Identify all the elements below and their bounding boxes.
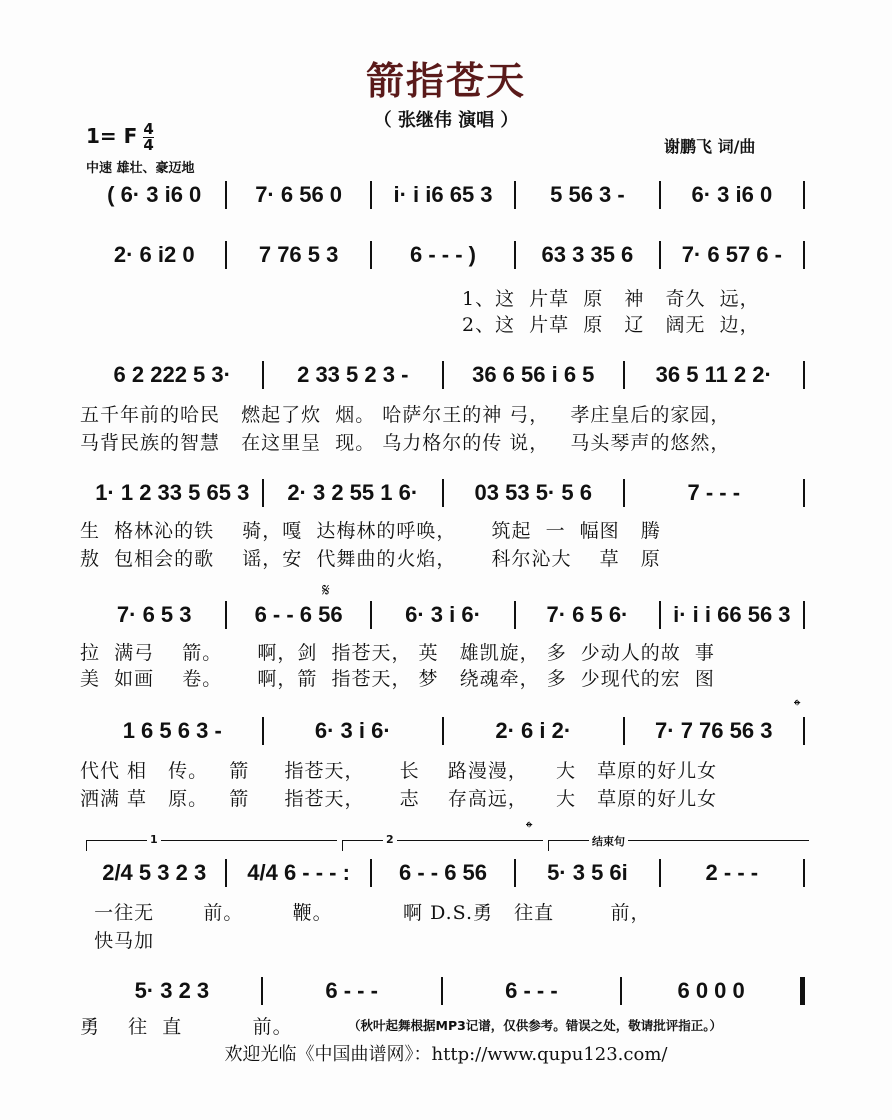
barline (659, 181, 661, 209)
key-signature (86, 122, 154, 153)
barline (623, 479, 625, 507)
barline (514, 181, 516, 209)
composer-credit: 谢鹏飞 词/曲 (664, 137, 756, 156)
tempo-marking: 中速 雄壮、豪迈地 (86, 161, 195, 176)
barline (370, 241, 372, 269)
barline (803, 859, 805, 887)
barline (261, 977, 263, 1005)
measure: 7 76 5 3 (258, 242, 339, 267)
barline (514, 859, 516, 887)
barline (803, 361, 805, 389)
ending-phrase-label: 结束句 (589, 833, 628, 849)
lyric-line: 美 如画 卷。 啊，箭 指苍天， 梦 绕魂牵， 多 少现代的宏 图 (80, 668, 715, 690)
measure: 6 - - 6 56 (254, 602, 343, 627)
measure: 7· 7 76 56 3 (655, 718, 773, 743)
measure: 2 - - - (705, 860, 759, 885)
lyric-line: 一往无 前。 鞭。 啊 D.S.勇 往直 前， (80, 902, 651, 924)
measure: 7· 6 5 6· (546, 602, 629, 627)
lyric-line: 拉 满弓 箭。 啊，剑 指苍天， 英 雄凯旋， 多 少动人的故 事 (80, 642, 715, 664)
barline (514, 241, 516, 269)
barline (370, 859, 372, 887)
measure: 1· 1 2 33 5 65 3 (95, 480, 250, 505)
barline (262, 479, 264, 507)
measure: 6 2 222 5 3· (113, 362, 231, 387)
lyric-line: 快马加 (80, 930, 155, 952)
barline (803, 601, 805, 629)
barline (441, 977, 443, 1005)
time-sig-numerator: 4 (143, 120, 154, 138)
measure: 36 6 56 i 6 5 (472, 362, 595, 387)
notation-row (86, 716, 808, 746)
measure: 6· 3 i6 0 (691, 182, 773, 207)
volta-brackets (86, 818, 808, 854)
measure: ( 6· 3 i6 0 (107, 182, 202, 207)
measure: 5· 3 5 6i (547, 860, 628, 885)
measure: 5· 3 2 3 (134, 978, 210, 1003)
measure: 6· 3 i 6· (405, 602, 481, 627)
measure: 2· 3 2 55 1 6· (287, 480, 419, 505)
barline (370, 181, 372, 209)
barline (659, 241, 661, 269)
measure: 7· 6 5 3 (116, 602, 192, 627)
notation-row (86, 180, 808, 210)
second-ending (342, 833, 543, 851)
measure: 6· 3 i 6· (314, 718, 391, 743)
coda-icon: 𝄌 (526, 818, 533, 839)
barline (262, 361, 264, 389)
lyric-line: 敖 包相会的歌 谣，安 代舞曲的火焰， 科尔沁大 草 原 (80, 548, 661, 570)
barline (803, 181, 805, 209)
coda-icon: 𝄌 (794, 696, 801, 717)
segno-icon: 𝄋 (322, 580, 330, 601)
lyric-line: 代代 相 传。 箭 指苍天， 长 路漫漫， 大 草原的好儿女 (80, 760, 718, 782)
barline (620, 977, 622, 1005)
notation-row (86, 360, 808, 390)
measure: 4/4 6 - - - : (247, 860, 350, 885)
measure: i· i i 66 56 3 (673, 602, 791, 627)
measure: 6 - - - (325, 978, 378, 1003)
barline (225, 241, 227, 269)
barline (659, 859, 661, 887)
barline (442, 479, 444, 507)
barline (225, 601, 227, 629)
barline (442, 717, 444, 745)
notation-row (86, 858, 808, 888)
measure: 2· 6 i 2· (495, 718, 572, 743)
singer-credit: （ 张继伟 演唱 ） (373, 110, 519, 131)
notation-row (86, 478, 808, 508)
barline (442, 361, 444, 389)
barline (659, 601, 661, 629)
measure: 7 - - - (687, 480, 741, 505)
measure: 2· 6 i2 0 (113, 242, 195, 267)
barline (623, 361, 625, 389)
transcriber-note: （秋叶起舞根据MP3记谱，仅供参考。错误之处，敬请批评指正。） (348, 1018, 723, 1033)
first-ending-label: 1 (147, 833, 161, 846)
measure: 2/4 5 3 2 3 (102, 860, 207, 885)
time-signature (143, 122, 153, 153)
measure: 2 33 5 2 3 - (297, 362, 409, 387)
notation-row (86, 976, 808, 1006)
lyric-line: 马背民族的智慧 在这里呈 现。 乌力格尔的传 说， 马头琴声的悠然， (80, 432, 731, 454)
measure: 03 53 5· 5 6 (474, 480, 592, 505)
lyric-line: 生 格林沁的铁 骑，嘎 达梅林的呼唤， 筑起 一 幅图 腾 (80, 520, 661, 542)
notation-row (86, 600, 808, 630)
barline (803, 717, 805, 745)
lyric-line: 洒满 草 原。 箭 指苍天， 志 存高远， 大 草原的好儿女 (80, 788, 718, 810)
second-ending-label: 2 (383, 833, 397, 846)
notation-row (86, 240, 808, 270)
barline (514, 601, 516, 629)
time-sig-denominator: 4 (143, 136, 154, 154)
final-barline (800, 977, 805, 1005)
key-label: 1= F (86, 124, 138, 148)
lyric-line: 五千年前的哈民 燃起了炊 烟。 哈萨尔王的神 弓， 孝庄皇后的家园， (80, 404, 731, 426)
barline (623, 717, 625, 745)
measure: 6 - - - (505, 978, 558, 1003)
measure: i· i i6 65 3 (393, 182, 493, 207)
measure: 36 5 11 2 2· (655, 362, 772, 387)
measure: 6 - - 6 56 (398, 860, 488, 885)
barline (262, 717, 264, 745)
barline (803, 241, 805, 269)
measure: 7· 6 57 6 - (681, 242, 782, 267)
lyric-line: 2、这 片草 原 辽 阔无 边， (462, 314, 760, 336)
measure: 6 0 0 0 (677, 978, 745, 1003)
ending-phrase-bracket (548, 835, 809, 851)
measure: 63 3 35 6 (541, 242, 634, 267)
first-ending (86, 833, 337, 851)
measure: 1 6 5 6 3 - (122, 718, 222, 743)
barline (370, 601, 372, 629)
measure: 5 56 3 - (550, 182, 625, 207)
barline (225, 859, 227, 887)
lyric-line: 1、这 片草 原 神 奇久 远， (462, 288, 760, 310)
measure: 6 - - - ) (410, 242, 477, 267)
song-title: 箭指苍天 (365, 59, 526, 103)
barline (803, 479, 805, 507)
site-footer: 欢迎光临《中国曲谱网》：http://www.qupu123.com/ (224, 1044, 668, 1065)
barline (225, 181, 227, 209)
lyric-line: 勇 往 直 前。 (80, 1016, 293, 1038)
measure: 7· 6 56 0 (255, 182, 343, 207)
